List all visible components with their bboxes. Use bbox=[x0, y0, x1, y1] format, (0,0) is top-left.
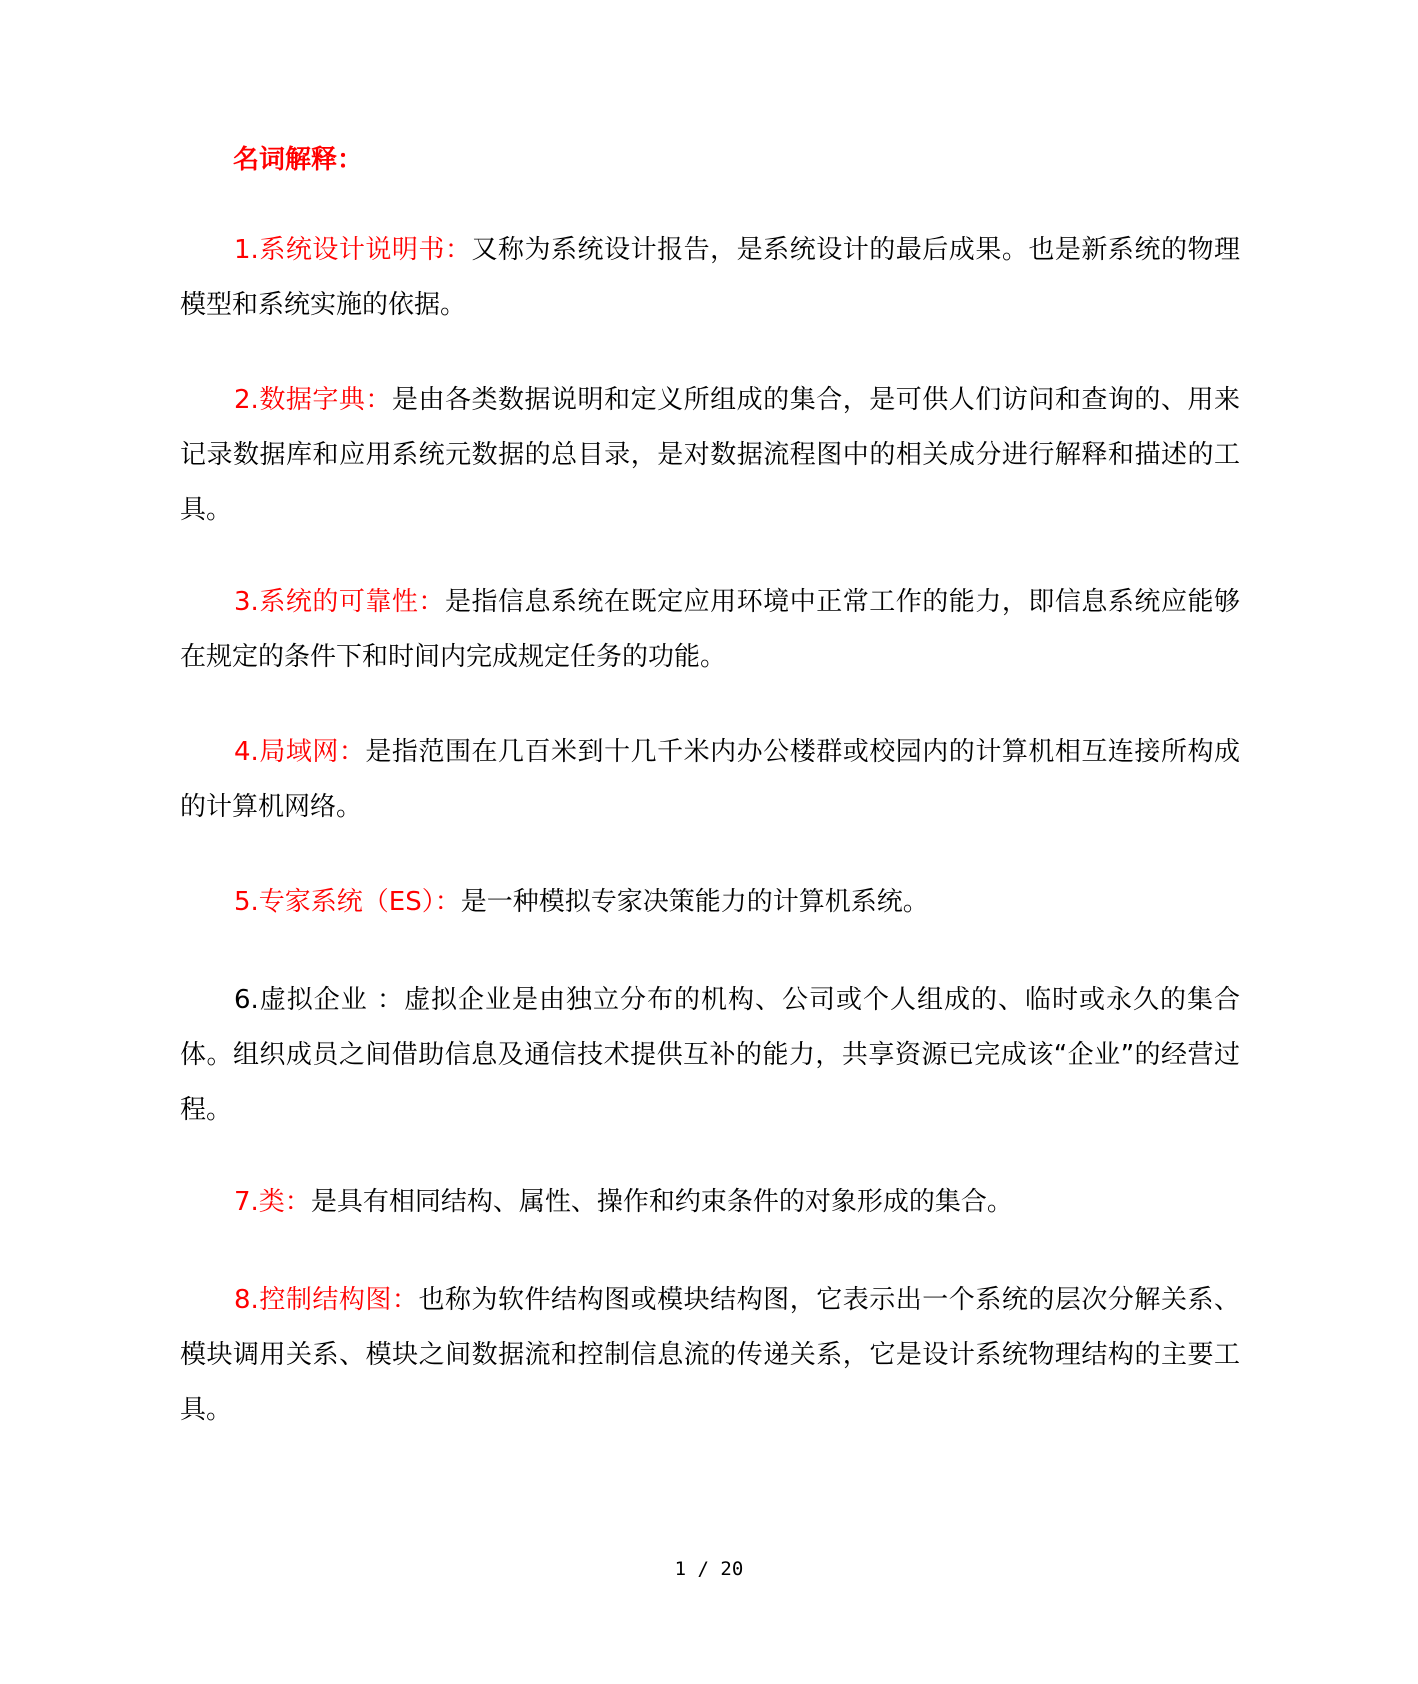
page-number: 1 / 20 bbox=[674, 1558, 744, 1580]
definition-entry-4 bbox=[180, 725, 1240, 835]
term-definition: 又称为系统设计报告，是系统设计的最后成果。也是新系统的物理模型和系统实施的依据。 bbox=[180, 235, 1240, 320]
term-definition: 是具有相同结构、属性、操作和约束条件的对象形成的集合。 bbox=[310, 1187, 1013, 1217]
definition-entry-7 bbox=[180, 1175, 1240, 1230]
section-heading: 名词解释： bbox=[233, 145, 364, 175]
term-definition: 是指信息系统在既定应用环境中正常工作的能力，即信息系统应能够在规定的条件下和时间内完成规定任务的功能。 bbox=[180, 587, 1240, 672]
definition-entry-8 bbox=[180, 1273, 1240, 1438]
definition-entry-3 bbox=[180, 575, 1240, 685]
term-definition: 是由各类数据说明和定义所组成的集合，是可供人们访问和查询的、用来记录数据库和应用系统元数据的总目录，是对数据流程图中的相关成分进行解释和描述的工具。 bbox=[180, 385, 1240, 525]
term-label: 4.局域网： bbox=[234, 737, 366, 767]
definition-entry-5 bbox=[180, 875, 1240, 930]
term-label: 6.虚拟企业 ： bbox=[234, 985, 405, 1015]
term-label: 3.系统的可靠性： bbox=[234, 587, 445, 617]
definition-entry-6 bbox=[180, 973, 1240, 1138]
term-definition: 是指范围在几百米到十几千米内办公楼群或校园内的计算机相互连接所构成的计算机网络。 bbox=[180, 737, 1240, 822]
term-label: 7.类： bbox=[234, 1187, 311, 1217]
term-label: 8.控制结构图： bbox=[234, 1285, 419, 1315]
term-definition: 虚拟企业是由独立分布的机构、公司或个人组成的、临时或永久的集合体。组织成员之间借助信息及通信技术提供互补的能力，共享资源已完成该“企业”的经营过程。 bbox=[180, 985, 1240, 1125]
term-label: 2.数据字典： bbox=[234, 385, 392, 415]
definition-entry-1 bbox=[180, 223, 1240, 333]
term-label: 5.专家系统（ES）： bbox=[234, 887, 461, 917]
definition-entry-2 bbox=[180, 373, 1240, 538]
term-definition: 也称为软件结构图或模块结构图，它表示出一个系统的层次分解关系、模块调用关系、模块之间数据流和控制信息流的传递关系，它是设计系统物理结构的主要工具。 bbox=[180, 1285, 1240, 1425]
term-label: 1.系统设计说明书： bbox=[234, 235, 472, 265]
term-definition: 是一种模拟专家决策能力的计算机系统。 bbox=[460, 887, 929, 917]
